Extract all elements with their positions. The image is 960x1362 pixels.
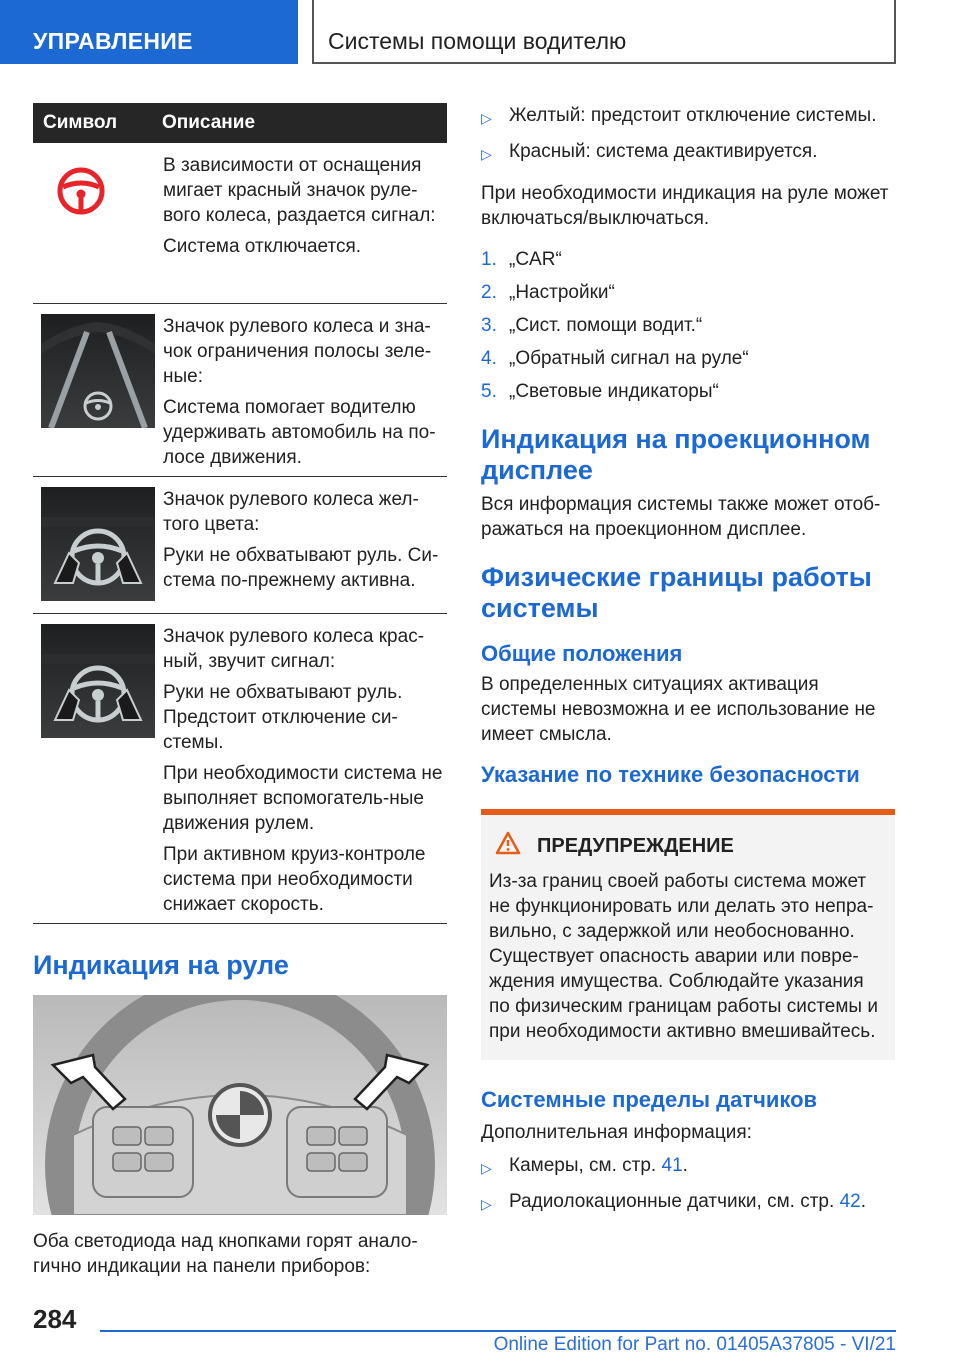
row-text: Значок рулевого колеса крас-ный, звучит сигнал: <box>163 626 425 672</box>
right-column <box>481 103 895 1225</box>
row-text: При необходимости система не выполняет вспомогатель-ные движения рулем. <box>163 763 443 834</box>
row-text: Руки не обхватывают руль. Предстоит отключение си-стемы. <box>163 682 403 753</box>
chapter-title: Системы помощи водителю <box>312 0 896 64</box>
table-row <box>33 614 447 924</box>
sensor-intro: Дополнительная информация: <box>481 1122 752 1143</box>
list-item: ▷ Камеры, см. стр. 41. <box>481 1153 895 1181</box>
footer-edition: Online Edition for Part no. 01405A37805 - VI/21 <box>493 1334 896 1355</box>
bullet-marker: ▷ <box>481 110 492 126</box>
column-header-symbol: Символ <box>43 112 118 133</box>
menu-step: 4. „Обратный сигнал на руле“ <box>481 348 749 369</box>
subsection-title-safety: Указание по технике безопасности <box>481 762 860 787</box>
lane-keeping-green-icon <box>41 314 155 428</box>
menu-step: 5. „Световые индикаторы“ <box>481 381 719 402</box>
toggle-paragraph: При необходимости индикация на руле может включаться/выключаться. <box>481 183 889 229</box>
hud-paragraph: Вся информация системы также может отоб-ражаться на проекционном дисплее. <box>481 494 881 540</box>
list-item-text: Камеры, см. стр. <box>509 1155 662 1176</box>
bullet-marker: ▷ <box>481 1160 492 1176</box>
section-title-hud: Индикация на проекционном дисплее <box>481 424 871 485</box>
list-item-text: Красный: система деактивируется. <box>509 141 818 162</box>
row-text: Значок рулевого колеса и зна-чок ограничения полосы зеле-ные: <box>163 316 432 387</box>
row-text: Система помогает водителю удерживать автомобиль на по-лосе движения. <box>163 397 436 468</box>
list-item <box>481 103 895 131</box>
general-paragraph: В определенных ситуациях активация системы невозможна и ее использование не имеет смысла. <box>481 674 876 745</box>
column-header-description: Описание <box>162 112 256 133</box>
row-text: Система отключается. <box>163 236 362 257</box>
warning-title: ПРЕДУПРЕЖДЕНИЕ <box>537 834 734 857</box>
table-row <box>33 477 447 614</box>
page-link-radar[interactable]: 42 <box>839 1191 861 1212</box>
page-number: 284 <box>33 1304 77 1334</box>
section-title-steering: Индикация на руле <box>33 950 289 980</box>
section-tab: УПРАВЛЕНИЕ <box>0 0 298 64</box>
list-item-text: Желтый: предстоит отключение системы. <box>509 105 877 126</box>
steering-wheel-image <box>33 995 447 1215</box>
steering-caption: Оба светодиода над кнопками горят анало-гично индикации на панели приборов: <box>33 1231 418 1277</box>
list-item <box>481 139 895 167</box>
menu-step: 2. „Настройки“ <box>481 282 615 303</box>
hands-off-red-icon <box>41 624 155 738</box>
footer-divider <box>100 1330 896 1332</box>
subsection-title-sensors: Системные пределы датчиков <box>481 1087 818 1112</box>
bullet-marker: ▷ <box>481 146 492 162</box>
left-column <box>33 103 447 1279</box>
menu-step: 1. „CAR“ <box>481 249 562 270</box>
table-header <box>33 103 447 143</box>
table-row <box>33 143 447 304</box>
list-item: ▷ Радиолокационные датчики, см. стр. 42. <box>481 1189 895 1217</box>
warning-triangle-icon <box>495 831 537 861</box>
section-title-limits: Физические границы работы системы <box>481 562 872 623</box>
subsection-title-general: Общие положения <box>481 641 683 666</box>
table-row <box>33 304 447 477</box>
hands-off-yellow-icon <box>41 487 155 601</box>
steering-wheel-red-icon <box>41 153 145 220</box>
bullet-marker: ▷ <box>481 1196 492 1212</box>
row-text: В зависимости от оснащения мигает красный значок руле-вого колеса, раздается сигнал: <box>163 155 436 226</box>
list-item-text: Радиолокационные датчики, см. стр. <box>509 1191 840 1212</box>
row-text: Руки не обхватывают руль. Си-стема по-прежнему активна. <box>163 545 439 591</box>
row-text: Значок рулевого колеса жел-того цвета: <box>163 489 419 535</box>
menu-step: 3. „Сист. помощи водит.“ <box>481 315 703 336</box>
warning-text: Из-за границ своей работы система может не функционировать или делать это непра-вильно, с задержкой или необоснованно. Существует опасность аварии или повре-ждения имущества. Соблюдайте указания по физическим границам работы системы и при необходимости активно вмешивайтесь. <box>489 871 878 1042</box>
page-link-cameras[interactable]: 41 <box>661 1155 683 1176</box>
row-text: При активном круиз-контроле система при необходимости снижает скорость. <box>163 844 426 915</box>
warning-box <box>481 809 895 1060</box>
